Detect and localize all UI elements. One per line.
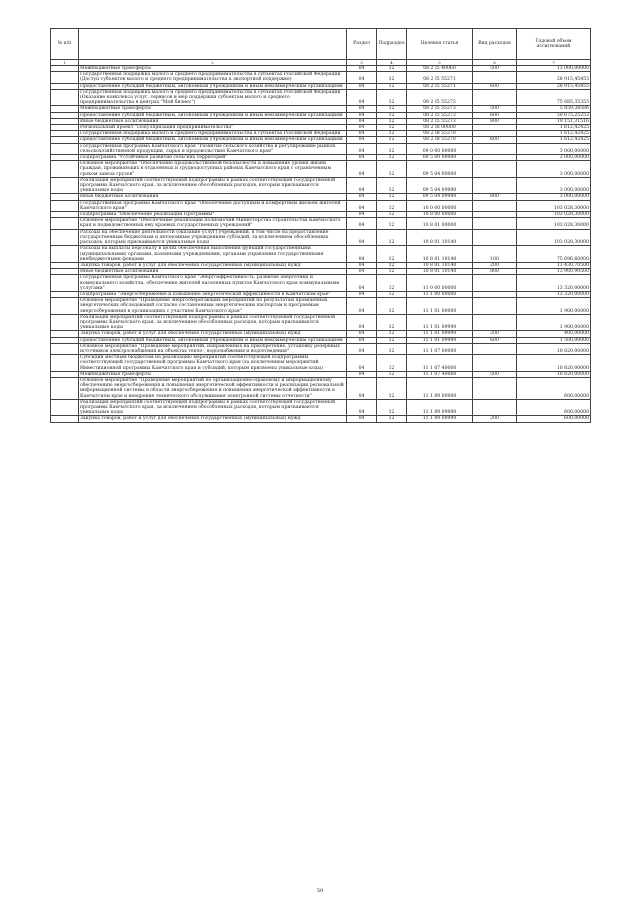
row-expense-type: 200 <box>473 331 517 337</box>
row-subsection: 12 <box>377 83 407 89</box>
row-section: 04 <box>347 66 377 72</box>
row-number <box>51 314 79 331</box>
row-name: Подпрограмма "Устойчивое развитие сельских территорий" <box>79 155 347 161</box>
row-expense-type <box>473 399 517 416</box>
column-index: 5 <box>407 60 473 66</box>
row-subsection: 12 <box>377 416 407 422</box>
row-amount: 600,00000 <box>517 377 591 399</box>
row-amount: 5 859,38586 <box>517 106 591 112</box>
row-target: 11 1 00 00000 <box>407 291 473 297</box>
table-row <box>51 399 591 416</box>
row-section: 04 <box>347 416 377 422</box>
row-subsection: 12 <box>377 355 407 372</box>
row-name: Предоставление субсидий бюджетным, автономным учреждениям и иным некоммерческим организациям <box>79 112 347 118</box>
row-subsection: 12 <box>377 298 407 315</box>
row-expense-type: 600 <box>473 83 517 89</box>
row-number <box>51 143 79 154</box>
row-name: Государственная поддержка малого и среднего предпринимательства в субъектах Российской Федерации (Доступ субъектов малого и среднего предпринимательства к экспортной поддержке) <box>79 72 347 83</box>
row-section: 04 <box>347 89 377 106</box>
row-expense-type: 600 <box>473 112 517 118</box>
table-row <box>51 314 591 331</box>
row-amount: 1 900,00000 <box>517 298 591 315</box>
row-subsection: 12 <box>377 269 407 275</box>
row-target: 10 8 01 10140 <box>407 269 473 275</box>
row-amount: 13 320,00000 <box>517 275 591 292</box>
row-expense-type <box>473 343 517 354</box>
column-index: 1 <box>51 60 79 66</box>
table-row <box>51 72 591 83</box>
row-section: 04 <box>347 118 377 124</box>
row-subsection: 12 <box>377 66 407 72</box>
row-name: Основное мероприятие "Проведение мероприятий по организационно-правовому и информационному обеспечению энергосбережения и повышения энергетической эффективности и реализации региональной информационной системы в области энергосбережения и повышения энергетической эффективности в Камчатском крае и внедрение технического обслуживания электронной системы отчетности" <box>79 377 347 399</box>
row-target: 11 1 01 09990 <box>407 331 473 337</box>
row-name: Основное мероприятие "Проведение мероприятий, направленных на приобретение, установку резервных источников электроснабжения на объектах тепло-, водоснабжения и водоотведения" <box>79 343 347 354</box>
row-name: Основное мероприятие "Проведение энергосберегающих мероприятий по результатам проведенных энергетических обследований согласно составленным энергетическим паспортам и программам энергосбережения в организациях с участием Камчатского края" <box>79 298 347 315</box>
row-target: 09 5 04 09990 <box>407 177 473 194</box>
row-section: 04 <box>347 343 377 354</box>
row-amount: 28 915,45455 <box>517 72 591 83</box>
row-expense-type: 100 <box>473 246 517 263</box>
column-index: 7 <box>517 60 591 66</box>
row-expense-type <box>473 275 517 292</box>
row-name: Реализация мероприятий соответствующей подпрограммы в рамках соответствующей государственной программы Камчатского края, за исключением обособленных расходов, которым присваиваются уникальные коды <box>79 399 347 416</box>
row-section: 04 <box>347 161 377 178</box>
row-subsection: 12 <box>377 106 407 112</box>
row-section: 04 <box>347 314 377 331</box>
row-name: Государственная программа Камчатского края "Обеспечение доступным и комфортным жильем жителей Камчатского края" <box>79 200 347 211</box>
column-index: 2 <box>79 60 347 66</box>
budget-sheet <box>50 28 590 423</box>
row-amount: 103 028,30000 <box>517 200 591 211</box>
row-expense-type: 500 <box>473 106 517 112</box>
row-amount: 600,00000 <box>517 399 591 416</box>
header-row <box>51 29 591 60</box>
row-target: 09 5 04 00000 <box>407 161 473 178</box>
row-section: 04 <box>347 106 377 112</box>
row-target: 08 2 I8 55270 <box>407 137 473 143</box>
budget-table <box>50 28 591 423</box>
row-section: 04 <box>347 371 377 377</box>
row-section: 04 <box>347 355 377 372</box>
row-name: Расходы на обеспечение деятельности (оказание услуг) учреждений, в том числе на предоставление государственным бюджетным и автономным учреждениям субсидий, за исключением обособленных расходов, которым присваиваются уникальные коды <box>79 229 347 246</box>
row-section: 04 <box>347 143 377 154</box>
row-amount: 13 900,99500 <box>517 269 591 275</box>
row-amount: 3 000,00000 <box>517 177 591 194</box>
table-row <box>51 246 591 263</box>
row-subsection: 12 <box>377 212 407 218</box>
row-number <box>51 298 79 315</box>
header-subsection: Подраздел <box>377 29 407 60</box>
row-section: 04 <box>347 246 377 263</box>
table-row <box>51 161 591 178</box>
row-name: Основное мероприятие "Обеспечение реализации полномочий Министерства строительства Камчатского края и подведомственных ему краевых государственных учреждений" <box>79 218 347 229</box>
row-target: 08 2 I5 55273 <box>407 89 473 106</box>
row-expense-type: 600 <box>473 337 517 343</box>
row-amount: 3 000,00000 <box>517 155 591 161</box>
row-name: Предоставление субсидий бюджетным, автономным учреждениям и иным некоммерческим организациям <box>79 337 347 343</box>
table-row <box>51 89 591 106</box>
row-target: 10 8 00 00000 <box>407 212 473 218</box>
row-expense-type: 200 <box>473 416 517 422</box>
row-subsection: 12 <box>377 177 407 194</box>
row-amount: 1 500,00000 <box>517 337 591 343</box>
row-subsection: 12 <box>377 137 407 143</box>
row-target: 08 2 I5 40060 <box>407 66 473 72</box>
row-subsection: 12 <box>377 291 407 297</box>
row-expense-type: 600 <box>473 137 517 143</box>
row-target: 10 8 01 10140 <box>407 246 473 263</box>
row-name: Подпрограмма "Обеспечение реализации Программы" <box>79 212 347 218</box>
row-target: 11 1 09 09990 <box>407 399 473 416</box>
row-expense-type: 800 <box>473 194 517 200</box>
row-number <box>51 89 79 106</box>
row-amount: 28 915,45455 <box>517 83 591 89</box>
row-amount: 10 820,00000 <box>517 343 591 354</box>
row-name: Региональный проект "Популяризация предпринимательства" <box>79 125 347 131</box>
row-section: 04 <box>347 291 377 297</box>
row-expense-type: 500 <box>473 66 517 72</box>
row-number <box>51 177 79 194</box>
row-subsection: 12 <box>377 125 407 131</box>
row-expense-type <box>473 200 517 211</box>
row-section: 04 <box>347 177 377 194</box>
row-name: Межбюджетные трансферты <box>79 371 347 377</box>
row-subsection: 12 <box>377 314 407 331</box>
row-number <box>51 275 79 292</box>
row-subsection: 12 <box>377 246 407 263</box>
header-target: Целевая статья <box>407 29 473 60</box>
row-section: 04 <box>347 331 377 337</box>
row-section: 04 <box>347 212 377 218</box>
row-target: 11 1 07 40060 <box>407 355 473 372</box>
row-number <box>51 246 79 263</box>
row-amount: 1 612,42425 <box>517 125 591 131</box>
row-name: Государственная поддержка малого и среднего предпринимательства в субъектах Российской Федерации <box>79 131 347 137</box>
row-target: 10 8 01 10140 <box>407 262 473 268</box>
table-row <box>51 200 591 211</box>
row-expense-type <box>473 177 517 194</box>
row-expense-type <box>473 89 517 106</box>
column-index: 4 <box>377 60 407 66</box>
row-name: Иные бюджетные ассигнования <box>79 118 347 124</box>
row-expense-type <box>473 72 517 83</box>
row-target: 11 1 01 00000 <box>407 298 473 315</box>
row-name: Реализация мероприятий соответствующей подпрограммы в рамках соответствующей государственной программы Камчатского края, за исключением обособленных расходов, которым присваиваются уникальные коды <box>79 177 347 194</box>
row-amount: 50 675,25253 <box>517 112 591 118</box>
row-section: 04 <box>347 218 377 229</box>
row-name: Государственная программа Камчатского края "Развитие сельского хозяйства и регулирование рынков сельскохозяйственной продукции, сырья и продовольствия Камчатского края" <box>79 143 347 154</box>
row-amount: 103 028,30000 <box>517 229 591 246</box>
row-number <box>51 229 79 246</box>
row-amount: 13 430,70500 <box>517 262 591 268</box>
row-subsection: 12 <box>377 262 407 268</box>
row-amount: 13 320,00000 <box>517 291 591 297</box>
row-subsection: 12 <box>377 218 407 229</box>
row-amount: 10 820,00000 <box>517 355 591 372</box>
row-target: 11 1 01 09990 <box>407 337 473 343</box>
row-name: Межбюджетные трансферты <box>79 106 347 112</box>
row-name: Субсидии местным бюджетам на реализацию мероприятий соответствующей подпрограммы соответствующей государственной программы Камчатского края (за исключением мероприятий Инвестиционной программы Камчатского края и субсидий, которым присвоены уникальные коды) <box>79 355 347 372</box>
row-section: 04 <box>347 112 377 118</box>
row-subsection: 12 <box>377 161 407 178</box>
row-target: 10 8 01 10140 <box>407 229 473 246</box>
row-target: 10 8 01 00000 <box>407 218 473 229</box>
row-target: 08 2 I5 55271 <box>407 72 473 83</box>
row-subsection: 12 <box>377 155 407 161</box>
row-target: 08 2 I8 55270 <box>407 131 473 137</box>
row-name: Предоставление субсидий бюджетным, автономным учреждениям и иным некоммерческим организациям <box>79 137 347 143</box>
header-section: Раздел <box>347 29 377 60</box>
table-row <box>51 416 591 422</box>
row-subsection: 12 <box>377 229 407 246</box>
row-number <box>51 343 79 354</box>
table-row <box>51 377 591 399</box>
table-row <box>51 298 591 315</box>
row-section: 04 <box>347 131 377 137</box>
column-index: 3 <box>347 60 377 66</box>
row-target: 11 1 09 00000 <box>407 377 473 399</box>
row-subsection: 12 <box>377 72 407 83</box>
table-row <box>51 177 591 194</box>
table-row <box>51 355 591 372</box>
row-amount: 13 000,00000 <box>517 66 591 72</box>
row-subsection: 12 <box>377 118 407 124</box>
row-number <box>51 200 79 211</box>
row-expense-type <box>473 218 517 229</box>
row-name: Государственная программа Камчатского края "Энергоэффективность, развитие энергетики и коммунального хозяйства, обеспечение жителей населенных пунктов Камчатского края коммунальными услугами" <box>79 275 347 292</box>
row-target: 08 2 I8 00000 <box>407 125 473 131</box>
row-expense-type: 500 <box>473 371 517 377</box>
row-expense-type: 800 <box>473 118 517 124</box>
row-amount: 3 000,00000 <box>517 143 591 154</box>
row-section: 04 <box>347 155 377 161</box>
row-section: 04 <box>347 194 377 200</box>
row-expense-type: 200 <box>473 262 517 268</box>
row-number <box>51 399 79 416</box>
row-number <box>51 161 79 178</box>
row-section: 04 <box>347 377 377 399</box>
row-subsection: 12 <box>377 371 407 377</box>
row-amount: 400,00000 <box>517 331 591 337</box>
row-name: Предоставление субсидий бюджетным, автономным учреждениям и иным некоммерческим организациям <box>79 83 347 89</box>
page-number: 50 <box>316 888 324 894</box>
row-amount: 600,00000 <box>517 416 591 422</box>
row-name: Закупка товаров, работ и услуг для обеспечения государственных (муниципальных) нужд <box>79 331 347 337</box>
row-name: Иные бюджетные ассигнования <box>79 269 347 275</box>
row-section: 04 <box>347 337 377 343</box>
row-amount: 3 000,00000 <box>517 194 591 200</box>
header-num: № п/п <box>51 29 79 60</box>
header-name <box>79 29 347 60</box>
row-amount: 1 612,42425 <box>517 131 591 137</box>
row-section: 04 <box>347 137 377 143</box>
row-section: 04 <box>347 229 377 246</box>
row-number <box>51 416 79 422</box>
row-subsection: 12 <box>377 89 407 106</box>
row-amount: 75 685,35355 <box>517 89 591 106</box>
row-section: 04 <box>347 72 377 83</box>
row-amount: 10 820,00000 <box>517 371 591 377</box>
row-subsection: 12 <box>377 399 407 416</box>
row-section: 04 <box>347 200 377 211</box>
row-expense-type <box>473 314 517 331</box>
row-target: 08 2 I5 55273 <box>407 118 473 124</box>
row-expense-type <box>473 355 517 372</box>
row-target: 08 2 I5 55273 <box>407 112 473 118</box>
row-amount: 103 028,30000 <box>517 212 591 218</box>
row-section: 04 <box>347 298 377 315</box>
row-name: Иные бюджетные ассигнования <box>79 194 347 200</box>
row-subsection: 12 <box>377 143 407 154</box>
row-target: 09 5 00 00000 <box>407 155 473 161</box>
row-expense-type <box>473 298 517 315</box>
row-expense-type <box>473 161 517 178</box>
table-row <box>51 229 591 246</box>
row-target: 08 2 I5 55273 <box>407 106 473 112</box>
row-section: 04 <box>347 269 377 275</box>
row-name: Реализация мероприятий соответствующей подпрограммы в рамках соответствующей государственной программы Камчатского края, за исключением обособленных расходов, которым присваиваются уникальные коды <box>79 314 347 331</box>
row-name: Межбюджетные трансферты <box>79 66 347 72</box>
row-amount: 1 900,00000 <box>517 314 591 331</box>
header-expense-type: Вид расходов <box>473 29 517 60</box>
row-name: Государственная поддержка малого и среднего предпринимательства в субъектах Российской Федерации (Оказание комплекса услуг, сервисов и мер поддержки субъектам малого и среднего предпринимательства в центрах "Мой бизнес") <box>79 89 347 106</box>
row-number <box>51 355 79 372</box>
table-row <box>51 143 591 154</box>
row-section: 04 <box>347 262 377 268</box>
row-number <box>51 377 79 399</box>
row-expense-type <box>473 377 517 399</box>
row-name: Расходы на выплаты персоналу в целях обеспечения выполнения функций государственными (муниципальными) органами, казенными учреждениями, органами управления государственными внебюджетными фондами <box>79 246 347 263</box>
row-subsection: 12 <box>377 337 407 343</box>
row-subsection: 12 <box>377 377 407 399</box>
row-amount: 3 000,00000 <box>517 161 591 178</box>
row-name: Закупка товаров, работ и услуг для обеспечения государственных (муниципальных) нужд <box>79 416 347 422</box>
row-name: Закупка товаров, работ и услуг для обеспечения государственных (муниципальных) нужд <box>79 262 347 268</box>
row-target: 11 1 07 00000 <box>407 343 473 354</box>
row-target: 11 0 00 00000 <box>407 275 473 292</box>
row-target: 09 0 00 00000 <box>407 143 473 154</box>
column-index: 6 <box>473 60 517 66</box>
row-subsection: 12 <box>377 200 407 211</box>
row-target: 10 0 00 00000 <box>407 200 473 211</box>
row-subsection: 12 <box>377 194 407 200</box>
header-amount: Годовой объем ассигнований <box>517 29 591 60</box>
row-subsection: 12 <box>377 112 407 118</box>
row-expense-type: 800 <box>473 269 517 275</box>
row-section: 04 <box>347 275 377 292</box>
table-row <box>51 275 591 292</box>
row-subsection: 12 <box>377 331 407 337</box>
row-amount: 19 151,31516 <box>517 118 591 124</box>
row-expense-type <box>473 229 517 246</box>
row-name: Основное мероприятие "Обеспечение продовольственной безопасности и повышение уровня жизни граждан, проживающих в отдаленных и труднодоступных районах Камчатского края с ограниченным сроком завоза грузов" <box>79 161 347 178</box>
table-row <box>51 218 591 229</box>
row-amount: 1 612,42425 <box>517 137 591 143</box>
row-target: 08 2 I5 55271 <box>407 83 473 89</box>
row-subsection: 12 <box>377 131 407 137</box>
row-number <box>51 72 79 83</box>
row-section: 04 <box>347 83 377 89</box>
row-expense-type <box>473 143 517 154</box>
row-target: 11 1 01 09990 <box>407 314 473 331</box>
row-section: 04 <box>347 125 377 131</box>
row-name: Подпрограмма "Энергосбережение и повышение энергетической эффективности в Камчатском крае" <box>79 291 347 297</box>
row-amount: 103 028,30000 <box>517 218 591 229</box>
row-target: 09 5 04 09990 <box>407 194 473 200</box>
row-subsection: 12 <box>377 343 407 354</box>
row-amount: 75 696,60000 <box>517 246 591 263</box>
row-subsection: 12 <box>377 275 407 292</box>
table-row <box>51 343 591 354</box>
row-target: 11 1 09 09990 <box>407 416 473 422</box>
row-section: 04 <box>347 399 377 416</box>
row-target: 11 1 07 40060 <box>407 371 473 377</box>
row-number <box>51 218 79 229</box>
